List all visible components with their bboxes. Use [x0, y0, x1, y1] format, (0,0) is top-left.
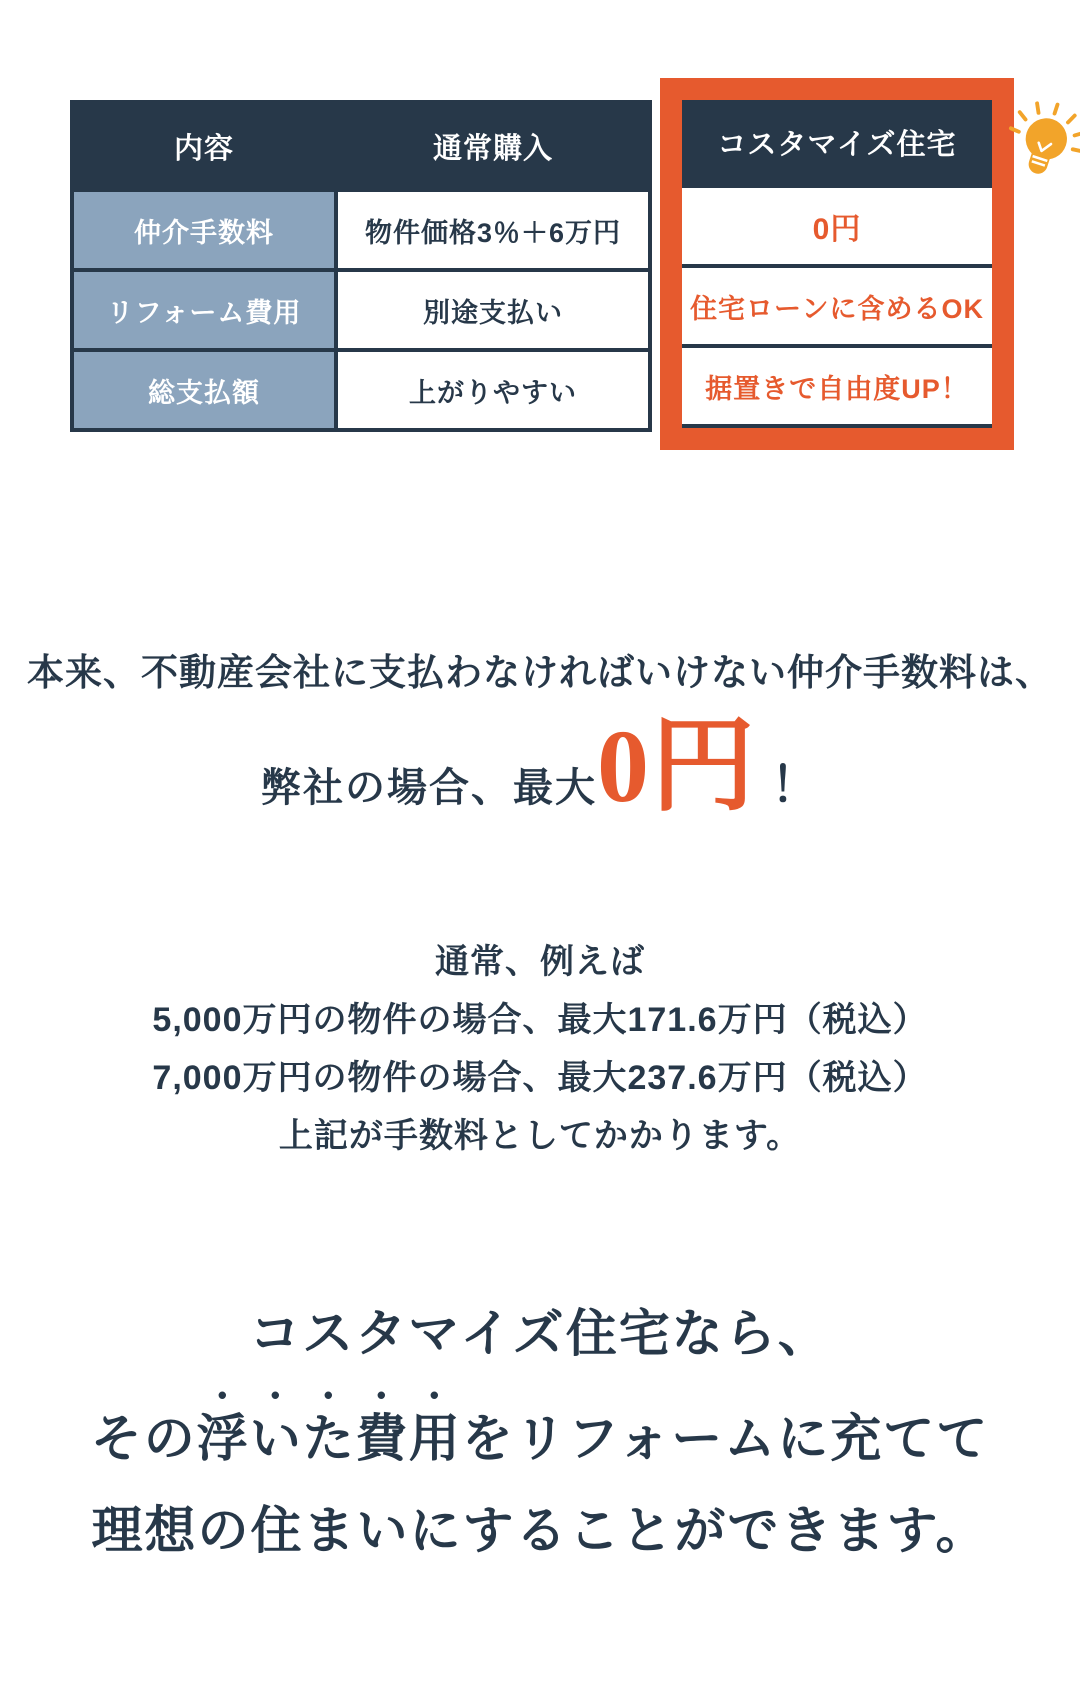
table-row-label: 仲介手数料 — [74, 192, 334, 268]
fee-example-line: 通常、例えば — [435, 943, 645, 981]
comparison-table-custom-column — [682, 100, 992, 428]
zero-yen-exclamation: ！ — [771, 759, 820, 812]
table-row-normal: 別途支払い — [338, 272, 648, 348]
zero-yen-prefix: 弊社の場合、最大 — [260, 766, 597, 810]
closing-line-2-prefix: その — [90, 1410, 197, 1467]
zero-yen-callout — [0, 709, 1080, 824]
closing-line-1: コスタマイズ住宅なら、 — [249, 1305, 831, 1362]
fee-example-line: 7,000万円の物件の場合、最大237.6万円（税込） — [152, 1059, 928, 1097]
comparison-table-left — [70, 100, 652, 432]
closing-copy — [0, 1288, 1080, 1577]
highlight-frame — [660, 78, 1014, 450]
fee-example-block — [0, 933, 1080, 1165]
intro-line: 本来、不動産会社に支払わなければいけない仲介手数料は、 — [27, 652, 1053, 693]
closing-line-2 — [0, 1380, 1080, 1485]
comparison-table — [70, 78, 1030, 458]
table-row-custom: 0円 — [682, 188, 992, 264]
lightbulb-icon — [1002, 100, 1080, 186]
table-row-custom: 住宅ローンに含めるOK — [682, 268, 992, 344]
table-row-custom: 据置きで自由度UP！ — [682, 348, 992, 424]
table-row-normal: 上がりやすい — [338, 352, 648, 428]
table-row-normal: 物件価格3％＋6万円 — [338, 192, 648, 268]
table-row-label: リフォーム費用 — [74, 272, 334, 348]
closing-line-2-suffix: をリフォームに充てて — [461, 1410, 990, 1467]
closing-line-3: 理想の住まいにすることができます。 — [91, 1502, 989, 1559]
fee-example-line: 上記が手数料としてかかります。 — [278, 1117, 802, 1155]
zero-yen-highlight: 0円 — [596, 709, 757, 824]
table-row-label: 総支払額 — [74, 352, 334, 428]
table-header-normal: 通常購入 — [338, 104, 648, 188]
fee-example-line: 5,000万円の物件の場合、最大171.6万円（税込） — [152, 1001, 928, 1039]
table-header-content: 内容 — [74, 104, 334, 188]
table-header-custom: コスタマイズ住宅 — [682, 100, 992, 184]
closing-line-2-emphasis: 浮いた費用 — [196, 1410, 462, 1467]
